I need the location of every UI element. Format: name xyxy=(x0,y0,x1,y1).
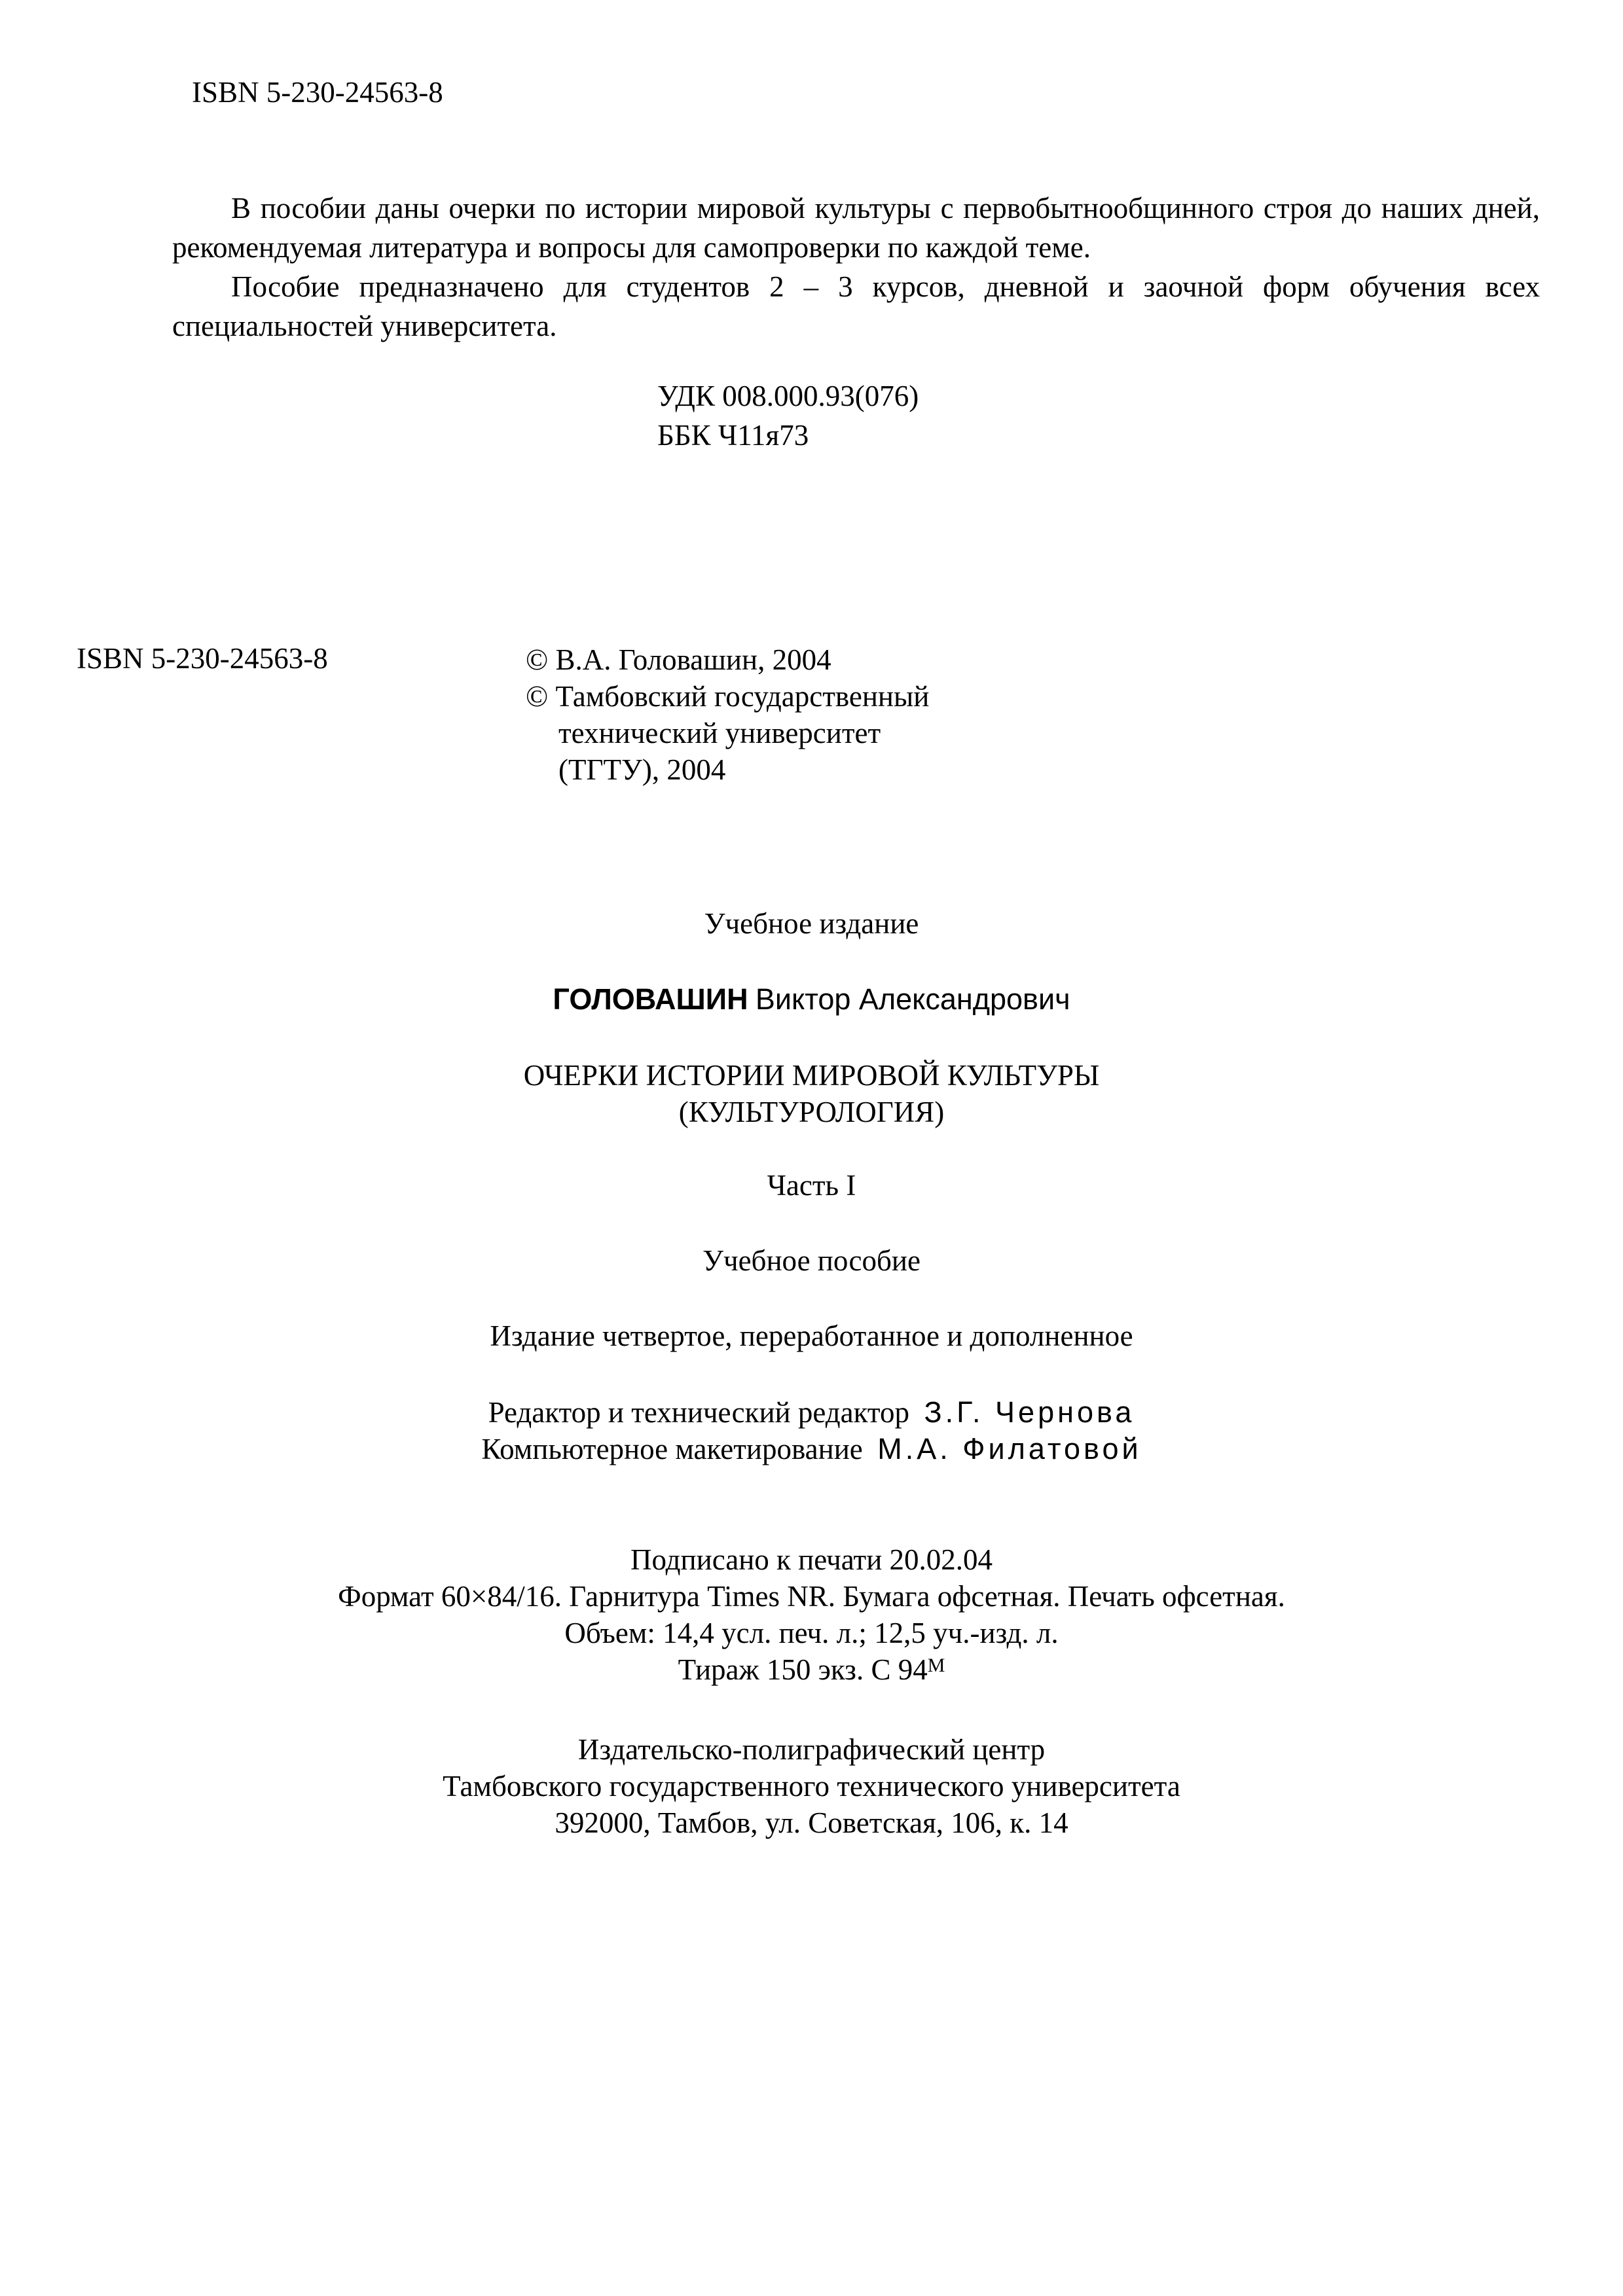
imprint-print-run-superscript: М xyxy=(927,1655,945,1676)
imprint-print-run-line xyxy=(0,1651,1623,1688)
editor-line xyxy=(0,1394,1623,1431)
publisher-line-2: Тамбовского государственного технического университета xyxy=(443,1770,1180,1803)
layout-name: М.А. Филатовой xyxy=(877,1432,1142,1465)
layout-line xyxy=(0,1431,1623,1467)
copyright-block xyxy=(526,641,929,788)
imprint-format: Формат 60×84/16. Гарнитура Times NR. Бумага офсетная. Печать офсетная. xyxy=(338,1580,1285,1613)
book-kind: Учебное пособие xyxy=(702,1244,921,1277)
edition-type: Учебное издание xyxy=(704,907,919,940)
editor-label: Редактор и технический редактор xyxy=(488,1396,909,1429)
publisher-block xyxy=(0,1731,1623,1841)
bbk-code: ББК Ч11я73 xyxy=(657,419,809,452)
layout-label: Компьютерное макетирование xyxy=(481,1433,863,1465)
author-given-names: Виктор Александрович xyxy=(755,982,1070,1016)
book-title-line-2: (КУЛЬТУРОЛОГИЯ) xyxy=(678,1096,945,1128)
annotation-paragraph-2: Пособие предназначено для студентов 2 – 3 курсов, дневной и заочной форм обучения всех специальностей университета. xyxy=(172,270,1540,342)
author-surname: ГОЛОВАШИН xyxy=(553,982,748,1016)
imprint-block xyxy=(0,1541,1623,1688)
copyright-university-line-1: © Тамбовский государственный xyxy=(526,680,930,713)
imprint-signed: Подписано к печати 20.02.04 xyxy=(630,1543,993,1576)
publisher-line-1: Издательско-полиграфический центр xyxy=(577,1733,1046,1766)
author-line xyxy=(0,982,1623,1017)
isbn-top: ISBN 5-230-24563-8 xyxy=(192,76,443,109)
part-label: Часть I xyxy=(767,1169,856,1202)
annotation xyxy=(172,188,1540,346)
book-title-line-1: ОЧЕРКИ ИСТОРИИ МИРОВОЙ КУЛЬТУРЫ xyxy=(523,1059,1100,1092)
edition-note: Издание четвертое, переработанное и дополненное xyxy=(490,1319,1133,1352)
imprint-volume: Объем: 14,4 усл. печ. л.; 12,5 уч.-изд. л. xyxy=(564,1617,1059,1649)
copyright-university-line-3: (ТГТУ), 2004 xyxy=(558,753,726,786)
isbn-bottom: ISBN 5-230-24563-8 xyxy=(77,642,328,675)
copyright-author: © В.А. Головашин, 2004 xyxy=(526,643,831,676)
imprint-print-run: Тираж 150 экз. С 94 xyxy=(678,1653,928,1686)
book-title xyxy=(0,1057,1623,1130)
copyright-university-line-2: технический университет xyxy=(558,717,881,749)
editor-name: З.Г. Чернова xyxy=(924,1395,1135,1429)
udk-code: УДК 008.000.93(076) xyxy=(657,380,919,412)
publisher-address: 392000, Тамбов, ул. Советская, 106, к. 14 xyxy=(555,1806,1068,1839)
classification-codes xyxy=(657,376,919,455)
editors-block xyxy=(0,1394,1623,1467)
annotation-paragraph-1: В пособии даны очерки по истории мировой культуры с первобытнообщинного строя до наших дней, рекомендуемая литература и вопросы для самопроверки по каждой теме. xyxy=(172,192,1540,264)
